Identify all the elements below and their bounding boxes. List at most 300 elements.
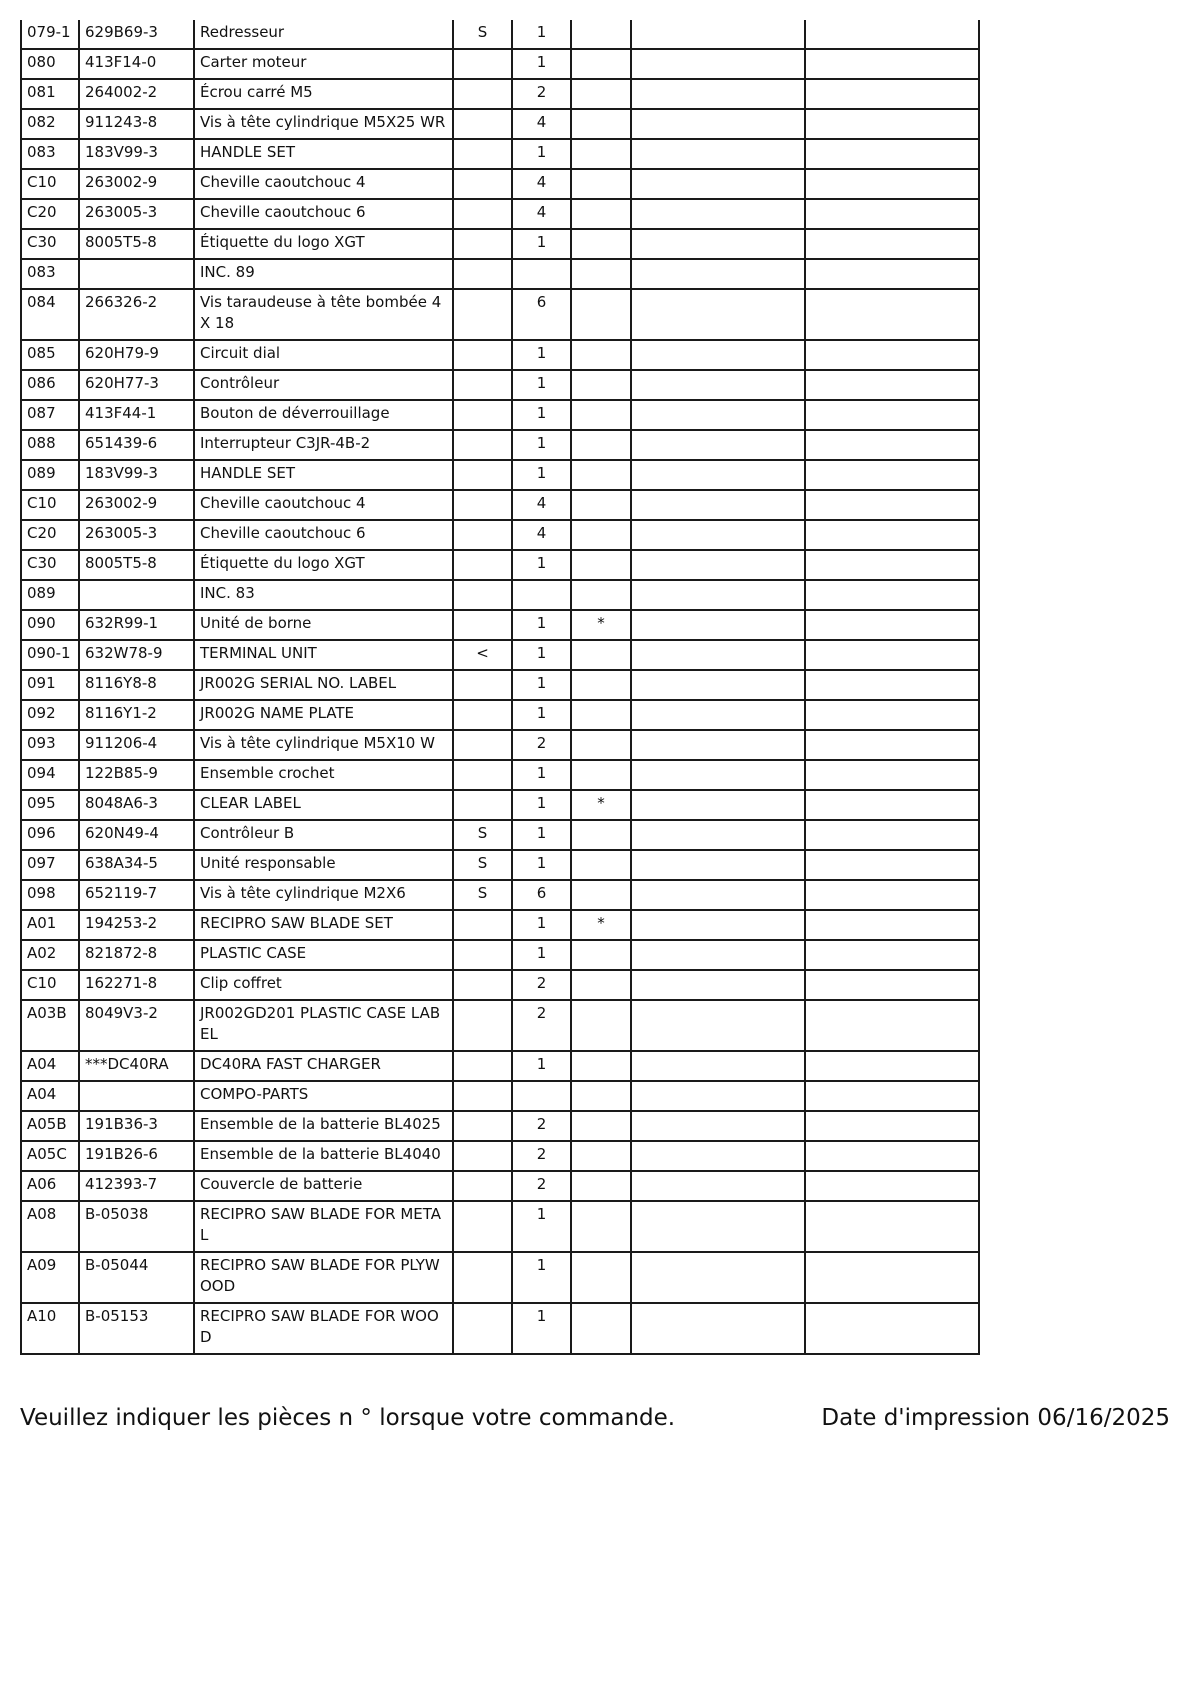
quantity-cell: 1: [512, 1303, 571, 1354]
blank-cell: [805, 1141, 979, 1171]
table-row: [21, 730, 979, 760]
item-number-cell: C20: [21, 520, 79, 550]
supply-flag-cell: [453, 1081, 512, 1111]
blank-cell: [631, 610, 805, 640]
note-cell: [571, 340, 631, 370]
note-cell: [571, 550, 631, 580]
parts-table-body: [21, 20, 979, 1354]
blank-cell: [805, 289, 979, 340]
blank-cell: [631, 199, 805, 229]
note-cell: [571, 670, 631, 700]
table-row: [21, 1111, 979, 1141]
table-row: [21, 460, 979, 490]
table-row: [21, 1252, 979, 1303]
note-cell: [571, 20, 631, 49]
quantity-cell: 1: [512, 340, 571, 370]
quantity-cell: 2: [512, 1111, 571, 1141]
supply-flag-cell: [453, 430, 512, 460]
blank-cell: [631, 820, 805, 850]
blank-cell: [631, 1051, 805, 1081]
supply-flag-cell: <: [453, 640, 512, 670]
description-cell: Redresseur: [194, 20, 453, 49]
quantity-cell: 2: [512, 1000, 571, 1051]
part-number-cell: 8049V3-2: [79, 1000, 194, 1051]
blank-cell: [805, 910, 979, 940]
blank-cell: [805, 760, 979, 790]
table-row: [21, 700, 979, 730]
blank-cell: [805, 1303, 979, 1354]
item-number-cell: 082: [21, 109, 79, 139]
description-cell: Ensemble de la batterie BL4040: [194, 1141, 453, 1171]
description-cell: Ensemble de la batterie BL4025: [194, 1111, 453, 1141]
quantity-cell: 1: [512, 400, 571, 430]
part-number-cell: 638A34-5: [79, 850, 194, 880]
blank-cell: [631, 880, 805, 910]
note-cell: [571, 880, 631, 910]
blank-cell: [805, 1171, 979, 1201]
blank-cell: [631, 229, 805, 259]
blank-cell: [631, 1111, 805, 1141]
table-row: [21, 289, 979, 340]
note-cell: *: [571, 790, 631, 820]
blank-cell: [805, 169, 979, 199]
part-number-cell: 620H77-3: [79, 370, 194, 400]
blank-cell: [631, 1171, 805, 1201]
table-row: [21, 400, 979, 430]
supply-flag-cell: [453, 1111, 512, 1141]
part-number-cell: 632R99-1: [79, 610, 194, 640]
blank-cell: [631, 1252, 805, 1303]
quantity-cell: 6: [512, 289, 571, 340]
item-number-cell: 097: [21, 850, 79, 880]
table-row: [21, 820, 979, 850]
supply-flag-cell: [453, 460, 512, 490]
item-number-cell: A05C: [21, 1141, 79, 1171]
blank-cell: [631, 850, 805, 880]
note-cell: [571, 430, 631, 460]
note-cell: [571, 370, 631, 400]
part-number-cell: [79, 1081, 194, 1111]
item-number-cell: C10: [21, 490, 79, 520]
quantity-cell: 1: [512, 760, 571, 790]
supply-flag-cell: [453, 199, 512, 229]
quantity-cell: 1: [512, 820, 571, 850]
blank-cell: [805, 1081, 979, 1111]
supply-flag-cell: [453, 1141, 512, 1171]
table-row: [21, 1000, 979, 1051]
parts-list: [20, 20, 972, 1355]
supply-flag-cell: [453, 79, 512, 109]
note-cell: [571, 1081, 631, 1111]
part-number-cell: 263005-3: [79, 520, 194, 550]
part-number-cell: 8005T5-8: [79, 229, 194, 259]
quantity-cell: 1: [512, 640, 571, 670]
quantity-cell: 1: [512, 370, 571, 400]
item-number-cell: 087: [21, 400, 79, 430]
description-cell: Contrôleur B: [194, 820, 453, 850]
description-cell: Interrupteur C3JR-4B-2: [194, 430, 453, 460]
part-number-cell: 263005-3: [79, 199, 194, 229]
quantity-cell: 1: [512, 229, 571, 259]
blank-cell: [805, 490, 979, 520]
supply-flag-cell: [453, 490, 512, 520]
quantity-cell: 2: [512, 970, 571, 1000]
blank-cell: [805, 340, 979, 370]
supply-flag-cell: [453, 1051, 512, 1081]
quantity-cell: 1: [512, 1252, 571, 1303]
table-row: [21, 520, 979, 550]
item-number-cell: 090: [21, 610, 79, 640]
table-row: [21, 490, 979, 520]
table-row: [21, 640, 979, 670]
note-cell: [571, 400, 631, 430]
note-cell: [571, 1111, 631, 1141]
quantity-cell: 6: [512, 880, 571, 910]
table-row: [21, 259, 979, 289]
note-cell: [571, 970, 631, 1000]
description-cell: Cheville caoutchouc 6: [194, 199, 453, 229]
blank-cell: [631, 490, 805, 520]
blank-cell: [631, 79, 805, 109]
quantity-cell: 2: [512, 1141, 571, 1171]
page-footer: [20, 1403, 1170, 1433]
part-number-cell: 651439-6: [79, 430, 194, 460]
supply-flag-cell: [453, 1201, 512, 1252]
part-number-cell: 629B69-3: [79, 20, 194, 49]
description-cell: Cheville caoutchouc 6: [194, 520, 453, 550]
table-row: [21, 1201, 979, 1252]
description-cell: JR002GD201 PLASTIC CASE LABEL: [194, 1000, 453, 1051]
quantity-cell: 1: [512, 1201, 571, 1252]
note-cell: [571, 1201, 631, 1252]
item-number-cell: A04: [21, 1051, 79, 1081]
blank-cell: [631, 1303, 805, 1354]
part-number-cell: 183V99-3: [79, 460, 194, 490]
supply-flag-cell: [453, 790, 512, 820]
note-cell: [571, 1141, 631, 1171]
note-cell: [571, 289, 631, 340]
description-cell: Vis à tête cylindrique M5X25 WR: [194, 109, 453, 139]
description-cell: HANDLE SET: [194, 139, 453, 169]
blank-cell: [805, 20, 979, 49]
quantity-cell: 1: [512, 550, 571, 580]
item-number-cell: C20: [21, 199, 79, 229]
table-row: [21, 169, 979, 199]
table-row: [21, 1171, 979, 1201]
table-row: [21, 760, 979, 790]
blank-cell: [631, 1081, 805, 1111]
supply-flag-cell: [453, 109, 512, 139]
description-cell: Vis à tête cylindrique M5X10 W: [194, 730, 453, 760]
part-number-cell: 162271-8: [79, 970, 194, 1000]
blank-cell: [805, 610, 979, 640]
description-cell: INC. 89: [194, 259, 453, 289]
item-number-cell: A08: [21, 1201, 79, 1252]
quantity-cell: 1: [512, 670, 571, 700]
quantity-cell: 1: [512, 790, 571, 820]
print-date: Date d'impression 06/16/2025: [821, 1405, 1170, 1431]
note-cell: [571, 199, 631, 229]
part-number-cell: 652119-7: [79, 880, 194, 910]
blank-cell: [631, 1141, 805, 1171]
supply-flag-cell: [453, 940, 512, 970]
blank-cell: [805, 1111, 979, 1141]
supply-flag-cell: [453, 700, 512, 730]
description-cell: CLEAR LABEL: [194, 790, 453, 820]
item-number-cell: A06: [21, 1171, 79, 1201]
supply-flag-cell: [453, 730, 512, 760]
order-instruction: Veuillez indiquer les pièces n ° lorsque votre commande.: [20, 1405, 676, 1431]
blank-cell: [631, 259, 805, 289]
note-cell: [571, 1252, 631, 1303]
blank-cell: [805, 460, 979, 490]
supply-flag-cell: [453, 289, 512, 340]
blank-cell: [631, 109, 805, 139]
blank-cell: [631, 670, 805, 700]
supply-flag-cell: [453, 340, 512, 370]
supply-flag-cell: [453, 370, 512, 400]
part-number-cell: 8116Y1-2: [79, 700, 194, 730]
note-cell: [571, 460, 631, 490]
blank-cell: [631, 430, 805, 460]
description-cell: Unité de borne: [194, 610, 453, 640]
item-number-cell: 083: [21, 139, 79, 169]
description-cell: Ensemble crochet: [194, 760, 453, 790]
note-cell: [571, 169, 631, 199]
item-number-cell: 095: [21, 790, 79, 820]
part-number-cell: 263002-9: [79, 490, 194, 520]
note-cell: *: [571, 910, 631, 940]
description-cell: TERMINAL UNIT: [194, 640, 453, 670]
description-cell: Carter moteur: [194, 49, 453, 79]
note-cell: [571, 700, 631, 730]
table-row: [21, 850, 979, 880]
blank-cell: [631, 460, 805, 490]
quantity-cell: 4: [512, 109, 571, 139]
table-row: [21, 1141, 979, 1171]
blank-cell: [805, 430, 979, 460]
part-number-cell: 412393-7: [79, 1171, 194, 1201]
table-row: [21, 610, 979, 640]
quantity-cell: 1: [512, 139, 571, 169]
description-cell: RECIPRO SAW BLADE FOR WOOD: [194, 1303, 453, 1354]
table-row: [21, 670, 979, 700]
table-row: [21, 199, 979, 229]
description-cell: Contrôleur: [194, 370, 453, 400]
supply-flag-cell: [453, 550, 512, 580]
description-cell: Couvercle de batterie: [194, 1171, 453, 1201]
note-cell: [571, 820, 631, 850]
note-cell: [571, 1303, 631, 1354]
part-number-cell: 122B85-9: [79, 760, 194, 790]
blank-cell: [805, 139, 979, 169]
note-cell: [571, 760, 631, 790]
description-cell: Écrou carré M5: [194, 79, 453, 109]
supply-flag-cell: S: [453, 20, 512, 49]
quantity-cell: 4: [512, 169, 571, 199]
part-number-cell: [79, 580, 194, 610]
table-row: [21, 970, 979, 1000]
item-number-cell: A02: [21, 940, 79, 970]
blank-cell: [805, 880, 979, 910]
blank-cell: [631, 370, 805, 400]
item-number-cell: 093: [21, 730, 79, 760]
table-row: [21, 370, 979, 400]
part-number-cell: 183V99-3: [79, 139, 194, 169]
part-number-cell: [79, 259, 194, 289]
item-number-cell: 085: [21, 340, 79, 370]
parts-table: [20, 20, 980, 1355]
quantity-cell: 2: [512, 730, 571, 760]
part-number-cell: 911243-8: [79, 109, 194, 139]
description-cell: Vis taraudeuse à tête bombée 4X 18: [194, 289, 453, 340]
note-cell: [571, 139, 631, 169]
quantity-cell: 4: [512, 490, 571, 520]
supply-flag-cell: [453, 400, 512, 430]
table-row: [21, 550, 979, 580]
part-number-cell: 8116Y8-8: [79, 670, 194, 700]
blank-cell: [805, 970, 979, 1000]
note-cell: *: [571, 610, 631, 640]
blank-cell: [631, 520, 805, 550]
supply-flag-cell: [453, 520, 512, 550]
table-row: [21, 20, 979, 49]
table-row: [21, 340, 979, 370]
blank-cell: [631, 169, 805, 199]
note-cell: [571, 850, 631, 880]
part-number-cell: 266326-2: [79, 289, 194, 340]
item-number-cell: 092: [21, 700, 79, 730]
blank-cell: [805, 370, 979, 400]
supply-flag-cell: [453, 910, 512, 940]
blank-cell: [631, 970, 805, 1000]
quantity-cell: 1: [512, 850, 571, 880]
description-cell: Cheville caoutchouc 4: [194, 169, 453, 199]
description-cell: Clip coffret: [194, 970, 453, 1000]
blank-cell: [805, 400, 979, 430]
blank-cell: [631, 139, 805, 169]
supply-flag-cell: [453, 259, 512, 289]
note-cell: [571, 940, 631, 970]
supply-flag-cell: [453, 139, 512, 169]
part-number-cell: 8048A6-3: [79, 790, 194, 820]
quantity-cell: 1: [512, 20, 571, 49]
blank-cell: [805, 790, 979, 820]
blank-cell: [631, 400, 805, 430]
note-cell: [571, 1000, 631, 1051]
table-row: [21, 49, 979, 79]
part-number-cell: B-05044: [79, 1252, 194, 1303]
item-number-cell: 083: [21, 259, 79, 289]
blank-cell: [805, 730, 979, 760]
table-row: [21, 580, 979, 610]
blank-cell: [805, 229, 979, 259]
blank-cell: [631, 790, 805, 820]
description-cell: Étiquette du logo XGT: [194, 229, 453, 259]
table-row: [21, 790, 979, 820]
supply-flag-cell: [453, 580, 512, 610]
part-number-cell: B-05153: [79, 1303, 194, 1354]
blank-cell: [805, 109, 979, 139]
item-number-cell: 096: [21, 820, 79, 850]
item-number-cell: C10: [21, 169, 79, 199]
item-number-cell: 098: [21, 880, 79, 910]
part-number-cell: 8005T5-8: [79, 550, 194, 580]
blank-cell: [631, 1000, 805, 1051]
note-cell: [571, 730, 631, 760]
blank-cell: [805, 580, 979, 610]
supply-flag-cell: [453, 760, 512, 790]
note-cell: [571, 79, 631, 109]
item-number-cell: A04: [21, 1081, 79, 1111]
item-number-cell: 079-1: [21, 20, 79, 49]
quantity-cell: [512, 580, 571, 610]
blank-cell: [805, 940, 979, 970]
blank-cell: [805, 700, 979, 730]
description-cell: JR002G NAME PLATE: [194, 700, 453, 730]
note-cell: [571, 109, 631, 139]
blank-cell: [805, 79, 979, 109]
item-number-cell: 084: [21, 289, 79, 340]
part-number-cell: 413F44-1: [79, 400, 194, 430]
blank-cell: [805, 850, 979, 880]
description-cell: Cheville caoutchouc 4: [194, 490, 453, 520]
blank-cell: [805, 199, 979, 229]
item-number-cell: 090-1: [21, 640, 79, 670]
supply-flag-cell: [453, 1252, 512, 1303]
supply-flag-cell: [453, 670, 512, 700]
quantity-cell: 2: [512, 1171, 571, 1201]
part-number-cell: 191B26-6: [79, 1141, 194, 1171]
description-cell: DC40RA FAST CHARGER: [194, 1051, 453, 1081]
supply-flag-cell: S: [453, 850, 512, 880]
supply-flag-cell: S: [453, 880, 512, 910]
supply-flag-cell: [453, 1000, 512, 1051]
quantity-cell: [512, 259, 571, 289]
blank-cell: [631, 49, 805, 79]
note-cell: [571, 490, 631, 520]
table-row: [21, 79, 979, 109]
part-number-cell: B-05038: [79, 1201, 194, 1252]
part-number-cell: ***DC40RA: [79, 1051, 194, 1081]
blank-cell: [631, 700, 805, 730]
supply-flag-cell: [453, 229, 512, 259]
blank-cell: [631, 940, 805, 970]
note-cell: [571, 229, 631, 259]
quantity-cell: 1: [512, 610, 571, 640]
quantity-cell: 4: [512, 520, 571, 550]
quantity-cell: 2: [512, 79, 571, 109]
blank-cell: [631, 289, 805, 340]
part-number-cell: 413F14-0: [79, 49, 194, 79]
description-cell: Étiquette du logo XGT: [194, 550, 453, 580]
quantity-cell: 1: [512, 940, 571, 970]
description-cell: Circuit dial: [194, 340, 453, 370]
description-cell: RECIPRO SAW BLADE FOR METAL: [194, 1201, 453, 1252]
blank-cell: [805, 670, 979, 700]
item-number-cell: 080: [21, 49, 79, 79]
table-row: [21, 910, 979, 940]
blank-cell: [805, 1201, 979, 1252]
blank-cell: [805, 259, 979, 289]
blank-cell: [631, 640, 805, 670]
item-number-cell: C30: [21, 550, 79, 580]
quantity-cell: 1: [512, 460, 571, 490]
part-number-cell: 264002-2: [79, 79, 194, 109]
part-number-cell: 620H79-9: [79, 340, 194, 370]
table-row: [21, 1303, 979, 1354]
item-number-cell: A03B: [21, 1000, 79, 1051]
